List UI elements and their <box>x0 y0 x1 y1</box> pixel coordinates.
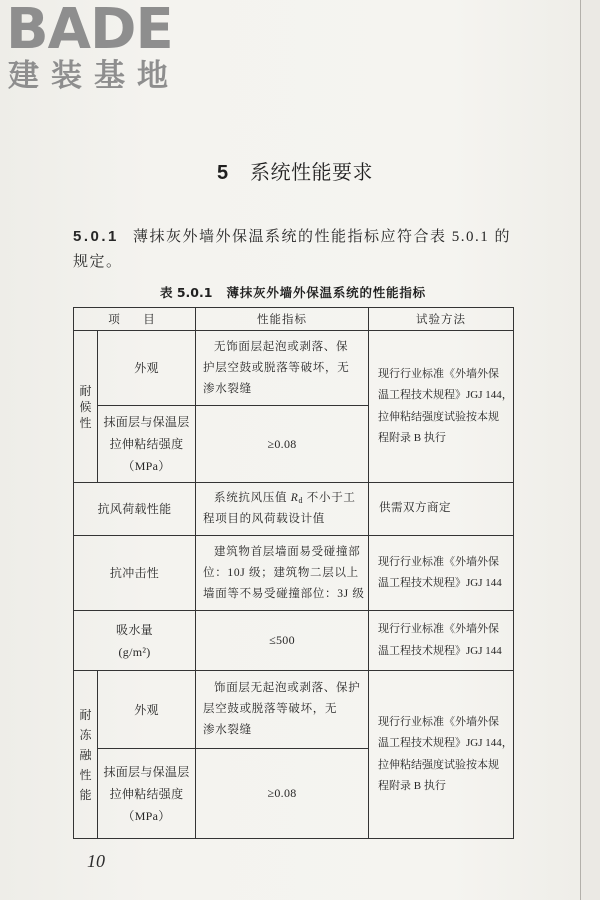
method-line: 现行行业标准《外墙外保 <box>378 715 499 728</box>
method-line: 供需双方商定 <box>379 502 451 515</box>
item-unit: （MPa） <box>122 808 171 823</box>
symbol-r: R <box>290 492 299 504</box>
indicator-cell <box>196 749 369 839</box>
table-row <box>74 536 514 611</box>
item-unit: (g/m²) <box>118 644 151 659</box>
item-label: 吸水量 <box>116 622 153 637</box>
indicator-line: 程项目的风荷载设计值 <box>203 513 325 525</box>
table-caption-number: 表 5.0.1 <box>160 285 213 300</box>
indicator-value: ≥0.08 <box>267 436 297 451</box>
group-label: 耐候性 <box>79 383 92 430</box>
method-line: 现行行业标准《外墙外保 <box>378 623 499 635</box>
indicator-line: 护层空鼓或脱落等破坏，无 <box>203 361 350 374</box>
indicator-cell <box>196 611 369 671</box>
item-cell <box>74 611 196 671</box>
indicator-cell <box>196 331 369 406</box>
item-label: 拉伸粘结强度 <box>109 437 184 451</box>
method-line: 温工程技术规程》JGJ 144 <box>378 644 502 657</box>
item-label: 外观 <box>134 702 159 717</box>
indicator-value: ≥0.08 <box>267 786 297 800</box>
method-line: 拉伸粘结强度试验按本规 <box>378 410 499 423</box>
indicator-line: 层空鼓或脱落等破坏，无 <box>203 703 338 715</box>
chapter-title: 系统性能要求 <box>250 160 373 184</box>
table-row <box>74 483 514 536</box>
clause-number: 5.0.1 <box>73 228 119 245</box>
group-cell-freeze-thaw <box>74 671 98 839</box>
method-cell <box>369 671 514 839</box>
chapter-number: 5 <box>217 162 229 184</box>
indicator-line: 渗水裂缝 <box>203 724 252 736</box>
indicator-cell <box>196 406 369 483</box>
indicator-line: 位：10J 级；建筑物二层以上 <box>203 566 359 579</box>
indicator-text: 不小于工 <box>303 492 356 504</box>
clause-text-line: 规定。 <box>73 254 123 270</box>
symbol-subscript: d <box>298 496 304 505</box>
method-line: 温工程技术规程》JGJ 144， <box>378 389 513 401</box>
item-cell <box>98 331 196 406</box>
indicator-cell <box>196 671 369 749</box>
item-label: 拉伸粘结强度 <box>109 786 184 801</box>
item-cell <box>98 406 196 483</box>
item-label: 抗风荷载性能 <box>97 502 172 516</box>
group-cell-weathering <box>74 331 98 483</box>
method-line: 现行行业标准《外墙外保 <box>378 367 499 380</box>
scan-edge <box>580 0 600 900</box>
logo-brand: BADE <box>6 0 173 62</box>
page-number: 10 <box>87 851 105 871</box>
method-line: 程附录 B 执行 <box>378 780 446 792</box>
item-cell <box>98 749 196 839</box>
indicator-line: 无饰面层起泡或剥落、保 <box>214 340 349 353</box>
table-row <box>74 331 514 406</box>
header-method: 试验方法 <box>369 308 514 331</box>
table-row <box>74 611 514 671</box>
method-cell <box>369 331 514 483</box>
method-cell <box>369 483 514 536</box>
method-line: 现行行业标准《外墙外保 <box>378 555 499 568</box>
item-unit: （MPa） <box>122 459 171 473</box>
method-line: 拉伸粘结强度试验按本规 <box>378 758 499 771</box>
group-label: 耐冻融性能 <box>79 707 92 802</box>
indicator-cell <box>196 483 369 536</box>
item-cell <box>74 483 196 536</box>
chapter-heading <box>217 160 373 185</box>
indicator-line: 饰面层无起泡或剥落、保护 <box>214 682 361 694</box>
method-cell <box>369 536 514 611</box>
method-line: 温工程技术规程》JGJ 144 <box>378 577 502 589</box>
table-caption <box>160 285 426 301</box>
table-row <box>74 671 514 749</box>
indicator-line <box>203 488 368 509</box>
header-indicator: 性能指标 <box>196 308 369 331</box>
header-item: 项 目 <box>74 308 196 331</box>
item-label: 抗冲击性 <box>109 566 160 580</box>
table-header-row <box>74 308 514 331</box>
item-label: 抹面层与保温层 <box>103 764 190 779</box>
indicator-line: 渗水裂缝 <box>203 382 252 395</box>
logo-name: 建装基地 <box>8 58 180 94</box>
method-line: 温工程技术规程》JGJ 144， <box>378 737 513 749</box>
item-cell <box>74 536 196 611</box>
clause-text-line: 薄抹灰外墙外保温系统的性能指标应符合表 5.0.1 的 <box>133 229 512 245</box>
indicator-line: 墙面等不易受碰撞部位：3J 级 <box>203 587 365 600</box>
method-line: 程附录 B 执行 <box>378 432 446 444</box>
item-cell <box>98 671 196 749</box>
indicator-line: 建筑物首层墙面易受碰撞部 <box>214 545 361 558</box>
performance-table <box>73 307 514 839</box>
method-cell <box>369 611 514 671</box>
item-label: 抹面层与保温层 <box>103 415 190 429</box>
indicator-cell <box>196 536 369 611</box>
indicator-text: 系统抗风压值 <box>214 492 291 504</box>
item-label: 外观 <box>134 361 159 375</box>
indicator-value: ≤500 <box>269 633 295 647</box>
table-caption-title: 薄抹灰外墙外保温系统的性能指标 <box>226 285 426 300</box>
